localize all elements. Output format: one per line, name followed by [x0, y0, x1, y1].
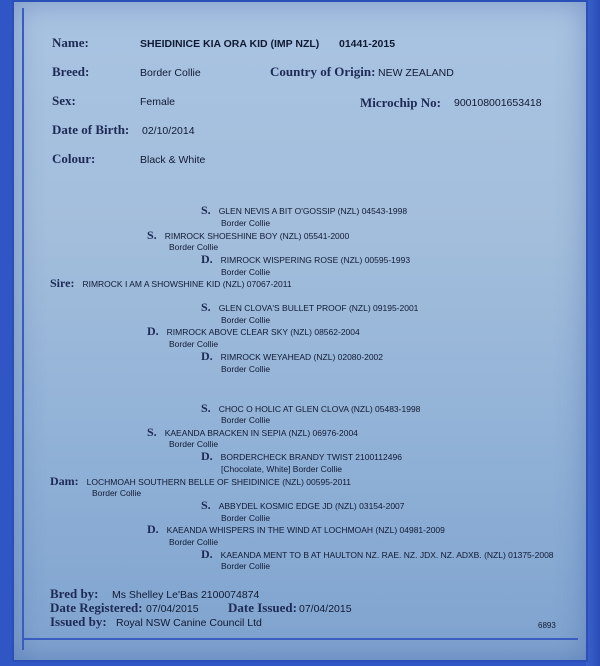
pedigree-breed: Border Collie — [169, 242, 219, 252]
date-registered-label: Date Registered: — [50, 600, 143, 615]
sex-label: Sex: — [52, 93, 76, 108]
pedigree-entry: D. RIMROCK ABOVE CLEAR SKY (NZL) 08562-2004 — [147, 324, 360, 338]
date-issued-value: 07/04/2015 — [299, 603, 352, 615]
pedigree-breed: Border Collie — [221, 315, 271, 325]
pedigree-entry: S. GLEN CLOVA'S BULLET PROOF (NZL) 09195-2001 — [201, 300, 419, 314]
issued-by-label: Issued by: — [50, 614, 107, 629]
name-value: SHEIDINICE KIA ORA KID (IMP NZL) — [140, 38, 320, 50]
right-edge-border — [586, 0, 600, 666]
pedigree-entry: D. KAEANDA MENT TO B AT HAULTON NZ. RAE. NZ. JDX. NZ. ADXB. (NZL) 01375-2008 — [201, 547, 554, 561]
pedigree-breed: Border Collie — [221, 415, 271, 425]
frame-line-bottom — [22, 638, 578, 640]
issued-by-value: Royal NSW Canine Council Ltd — [116, 617, 262, 629]
serial-number: 6893 — [538, 621, 556, 630]
pedigree-breed: Border Collie — [169, 339, 219, 349]
pedigree-breed: Border Collie — [221, 513, 271, 523]
bred-by-label: Bred by: — [50, 586, 99, 601]
breed-value: Border Collie — [140, 67, 201, 79]
dam-breed: Border Collie — [92, 488, 142, 498]
pedigree-entry: D. RIMROCK WEYAHEAD (NZL) 02080-2002 — [201, 349, 384, 363]
pedigree-entry: S. RIMROCK SHOESHINE BOY (NZL) 05541-2000 — [147, 228, 350, 242]
pedigree-entry: D. KAEANDA WHISPERS IN THE WIND AT LOCHMOAH (NZL) 04981-2009 — [147, 522, 445, 536]
dam-entry: Dam: LOCHMOAH SOUTHERN BELLE OF SHEIDINICE (NZL) 00595-2011 — [50, 474, 352, 488]
bred-by-value: Ms Shelley Le'Bas 2100074874 — [112, 589, 260, 601]
pedigree-breed: Border Collie — [169, 439, 219, 449]
frame-line-left — [22, 8, 24, 650]
dob-label: Date of Birth: — [52, 122, 130, 137]
sex-value: Female — [140, 96, 176, 108]
pedigree-breed: Border Collie — [221, 561, 271, 571]
pedigree-entry: S. KAEANDA BRACKEN IN SEPIA (NZL) 06976-2004 — [147, 425, 358, 439]
pedigree-breed: Border Collie — [221, 218, 271, 228]
pedigree-breed: Border Collie — [221, 267, 271, 277]
date-registered-value: 07/04/2015 — [146, 603, 199, 615]
date-issued-label: Date Issued: — [228, 600, 297, 615]
pedigree-breed: [Chocolate, White] Border Collie — [221, 464, 342, 474]
dob-value: 02/10/2014 — [142, 125, 195, 137]
registration-number: 01441-2015 — [339, 38, 396, 50]
pedigree-entry: S. GLEN NEVIS A BIT O'GOSSIP (NZL) 04543-1998 — [201, 203, 408, 217]
sire-entry: Sire: RIMROCK I AM A SHOWSHINE KID (NZL) 07067-2011 — [50, 276, 292, 290]
pedigree-entry: S. CHOC O HOLIC AT GLEN CLOVA (NZL) 05483-1998 — [201, 401, 421, 415]
microchip-label: Microchip No: — [360, 95, 441, 110]
pedigree-entry: D. BORDERCHECK BRANDY TWIST 2100112496 — [201, 449, 402, 463]
breed-label: Breed: — [52, 64, 90, 79]
origin-value: NEW ZEALAND — [378, 67, 454, 79]
colour-value: Black & White — [140, 154, 206, 166]
pedigree-breed: Border Collie — [221, 364, 271, 374]
microchip-value: 900108001653418 — [454, 97, 542, 109]
pedigree-breed: Border Collie — [169, 537, 219, 547]
name-label: Name: — [52, 35, 89, 50]
pedigree-entry: D. RIMROCK WISPERING ROSE (NZL) 00595-1993 — [201, 252, 411, 266]
pedigree-entry: S. ABBYDEL KOSMIC EDGE JD (NZL) 03154-2007 — [201, 498, 405, 512]
certificate-page — [12, 0, 588, 662]
origin-label: Country of Origin: — [270, 64, 376, 79]
colour-label: Colour: — [52, 151, 96, 166]
